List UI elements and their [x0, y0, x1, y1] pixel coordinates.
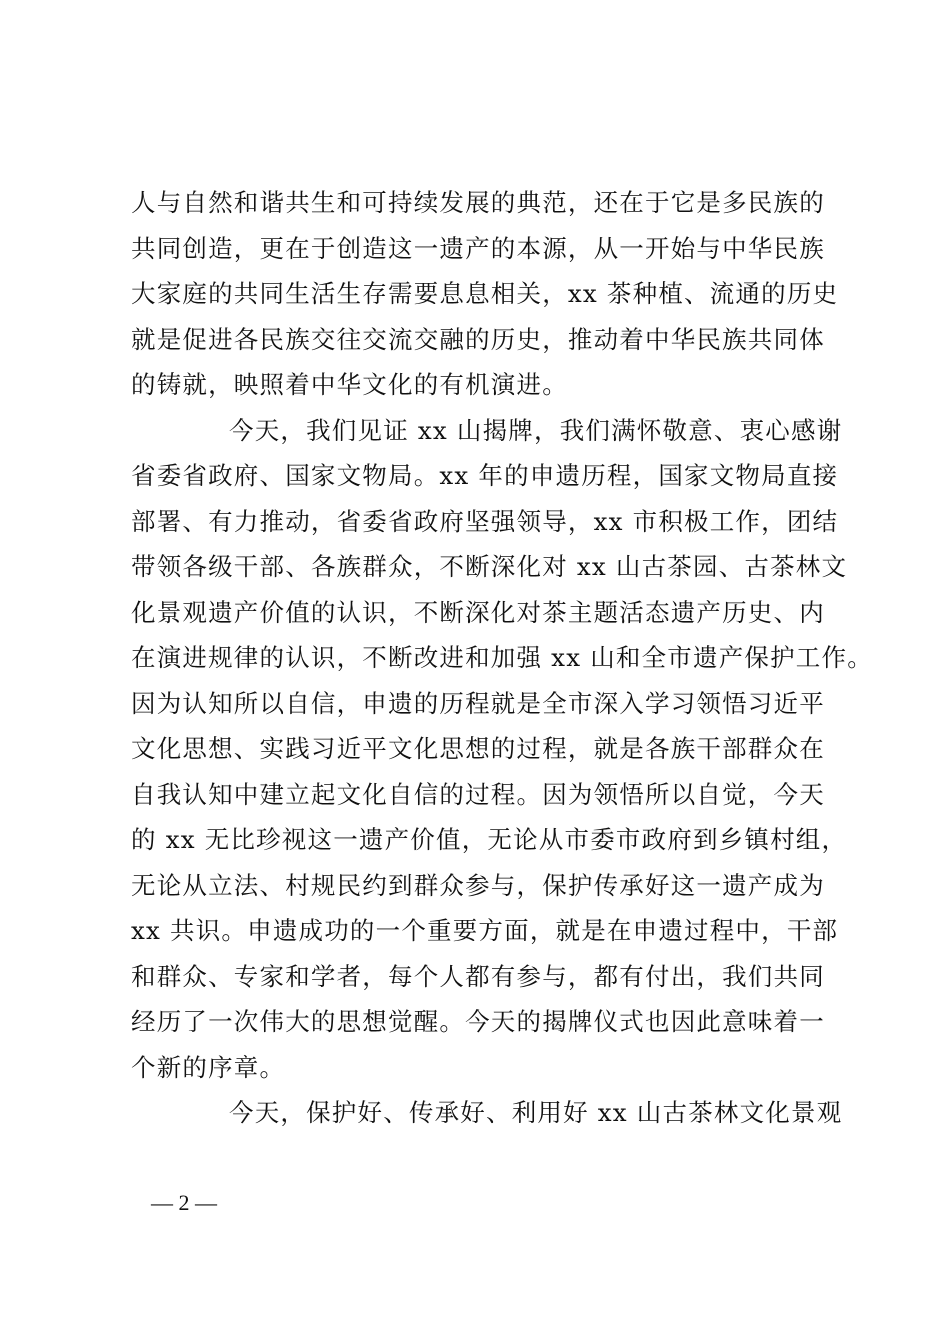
text-line: 人与自然和谐共生和可持续发展的典范，还在于它是多民族的 [131, 188, 825, 217]
text-line: 的铸就，映照着中华文化的有机演进。 [131, 370, 568, 399]
text-line: 就是促进各民族交往交流交融的历史，推动着中华民族共同体 [131, 324, 825, 354]
text-line: 共同创造，更在于创造这一遗产的本源，从一开始与中华民族 [131, 233, 825, 263]
text-line: 大家庭的共同生活生存需要息息相关，xx 茶种植、流通的历史 [131, 279, 839, 308]
text-line: 部署、有力推动，省委省政府坚强领导，xx 市积极工作，团结 [131, 506, 839, 536]
text-line: 省委省政府、国家文物局。xx 年的申遗历程，国家文物局直接 [131, 461, 839, 490]
paragraph-start-line: 今天，保护好、传承好、利用好 xx 山古茶林文化景观 [229, 1098, 843, 1127]
text-line: 个新的序章。 [131, 1052, 286, 1082]
text-line: 和群众、专家和学者，每个人都有参与，都有付出，我们共同 [131, 961, 825, 991]
paragraph-start-line: 今天，我们见证 xx 山揭牌，我们满怀敬意、衷心感谢 [229, 415, 843, 445]
text-line: 因为认知所以自信，申遗的历程就是全市深入学习领悟习近平 [131, 688, 825, 718]
text-line: xx 共识。申遗成功的一个重要方面，就是在申遗过程中，干部 [131, 916, 839, 945]
text-line: 带领各级干部、各族群众，不断深化对 xx 山古茶园、古茶林文 [131, 552, 848, 581]
text-line: 经历了一次伟大的思想觉醒。今天的揭牌仪式也因此意味着一 [131, 1007, 825, 1036]
text-line: 在演进规律的认识，不断改进和加强 xx 山和全市遗产保护工作。 [131, 643, 873, 672]
text-line: 的 xx 无比珍视这一遗产价值，无论从市委市政府到乡镇村组， [131, 825, 848, 854]
body-text [131, 180, 873, 1136]
text-line: 自我认知中建立起文化自信的过程。因为领悟所以自觉，今天 [131, 779, 825, 809]
text-line: 无论从立法、村规民约到群众参与，保护传承好这一遗产成为 [131, 870, 825, 900]
page-number: — 2 — [151, 1190, 217, 1215]
text-line: 文化思想、实践习近平文化思想的过程，就是各族干部群众在 [131, 734, 825, 763]
text-line: 化景观遗产价值的认识，不断深化对茶主题活态遗产历史、内 [131, 597, 825, 627]
